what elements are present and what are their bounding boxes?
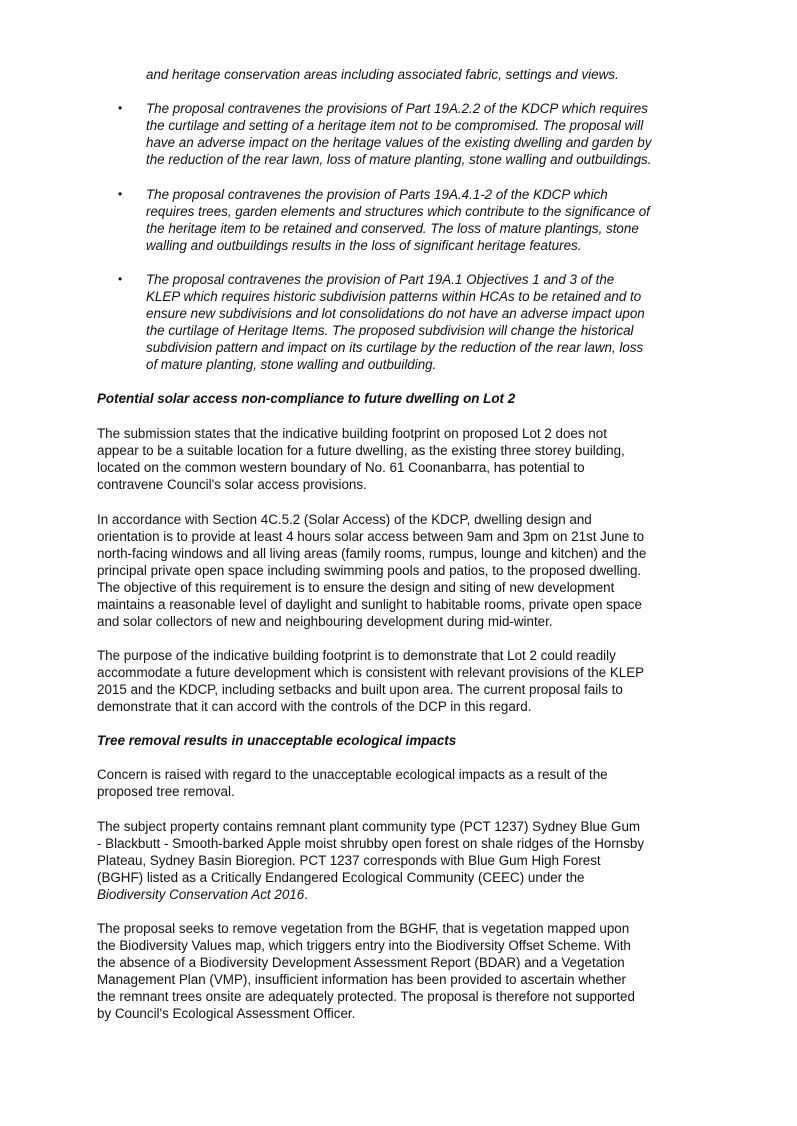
bullet-icon: • xyxy=(118,272,123,286)
text-line: have an adverse impact on the heritage values of the existing dwelling and garden by xyxy=(146,135,652,150)
text-line: Plateau, Sydney Basin Bioregion. PCT 1237 corresponds with Blue Gum High Forest xyxy=(97,853,601,868)
text-line: The subject property contains remnant plant community type (PCT 1237) Sydney Blue Gum xyxy=(97,819,641,834)
text-line: the remnant trees onsite are adequately protected. The proposal is therefore not supported xyxy=(97,989,635,1004)
bullet-icon: • xyxy=(118,187,123,201)
text-line: appear to be a suitable location for a future dwelling, as the existing three storey building, xyxy=(97,443,625,458)
text-line: Concern is raised with regard to the unacceptable ecological impacts as a result of the xyxy=(97,767,608,782)
text-line: the curtilage of Heritage Items. The proposed subdivision will change the historical xyxy=(146,323,634,338)
text-line: The proposal contravenes the provision of Parts 19A.4.1-2 of the KDCP which xyxy=(146,187,608,202)
text-line: requires trees, garden elements and structures which contribute to the significance of xyxy=(146,204,650,219)
text-line: The objective of this requirement is to ensure the design and siting of new development xyxy=(97,580,615,595)
text-line xyxy=(97,886,308,903)
text-line: the reduction of the rear lawn, loss of mature planting, stone walling and outbuildings. xyxy=(146,152,652,167)
text-line: orientation is to provide at least 4 hours solar access between 9am and 3pm on 21st June to xyxy=(97,529,645,544)
text-line: proposed tree removal. xyxy=(97,784,235,799)
text-line: walling and outbuildings results in the loss of significant heritage features. xyxy=(146,238,582,253)
continuation-line: and heritage conservation areas including associated fabric, settings and views. xyxy=(146,67,619,82)
text-line: In accordance with Section 4C.5.2 (Solar Access) of the KDCP, dwelling design and xyxy=(97,512,592,527)
text-line: maintains a reasonable level of daylight and sunlight to habitable rooms, private open space xyxy=(97,597,642,612)
text-line: The submission states that the indicative building footprint on proposed Lot 2 does not xyxy=(97,426,607,441)
text-line: the curtilage and setting of a heritage item not to be compromised. The proposal will xyxy=(146,118,644,133)
text-line: by Council's Ecological Assessment Officer. xyxy=(97,1006,356,1021)
text-line: KLEP which requires historic subdivision patterns within HCAs to be retained and to xyxy=(146,289,642,304)
section-heading-solar: Potential solar access non-compliance to future dwelling on Lot 2 xyxy=(97,391,516,406)
text-line: the Biodiversity Values map, which triggers entry into the Biodiversity Offset Scheme. With xyxy=(97,938,631,953)
text-line: north-facing windows and all living areas (family rooms, rumpus, lounge and kitchen) and the xyxy=(97,546,647,561)
text-line: demonstrate that it can accord with the controls of the DCP in this regard. xyxy=(97,699,532,714)
text-line: the absence of a Biodiversity Development Assessment Report (BDAR) and a Vegetation xyxy=(97,955,625,970)
text-line: ensure new subdivisions and lot consolidations do not have an adverse impact upon xyxy=(146,306,645,321)
bullet-icon: • xyxy=(118,101,123,115)
text-line: subdivision pattern and impact on its curtilage by the reduction of the rear lawn, loss xyxy=(146,340,644,355)
text-line: accommodate a future development which is consistent with relevant provisions of the KLEP xyxy=(97,665,645,680)
text-line: The purpose of the indicative building footprint is to demonstrate that Lot 2 could readily xyxy=(97,648,616,663)
text-line: The proposal seeks to remove vegetation from the BGHF, that is vegetation mapped upon xyxy=(97,921,630,936)
text-line: located on the common western boundary of No. 61 Coonanbarra, has potential to xyxy=(97,460,585,475)
text-line: The proposal contravenes the provision of Part 19A.1 Objectives 1 and 3 of the xyxy=(146,272,615,287)
text-line: contravene Council's solar access provisions. xyxy=(97,477,367,492)
text-line: principal private open space including swimming pools and patios, to the proposed dwelling. xyxy=(97,563,642,578)
act-title-suffix: . xyxy=(304,887,308,902)
text-line: The proposal contravenes the provisions of Part 19A.2.2 of the KDCP which requires xyxy=(146,101,648,116)
text-line: of mature planting, stone walling and outbuilding. xyxy=(146,357,437,372)
text-line: 2015 and the KDCP, including setbacks and built upon area. The current proposal fails to xyxy=(97,682,623,697)
act-title: Biodiversity Conservation Act 2016 xyxy=(97,887,305,902)
text-line: Management Plan (VMP), insufficient information has been provided to ascertain whether xyxy=(97,972,626,987)
text-line: and solar collectors of new and neighbouring development during mid-winter. xyxy=(97,614,553,629)
text-line: (BGHF) listed as a Critically Endangered Ecological Community (CEEC) under the xyxy=(97,870,585,885)
section-heading-tree: Tree removal results in unacceptable ecological impacts xyxy=(97,733,457,748)
text-line: - Blackbutt - Smooth-barked Apple moist shrubby open forest on shale ridges of the Hornsby xyxy=(97,836,645,851)
text-line: the heritage item to be retained and conserved. The loss of mature plantings, stone xyxy=(146,221,639,236)
